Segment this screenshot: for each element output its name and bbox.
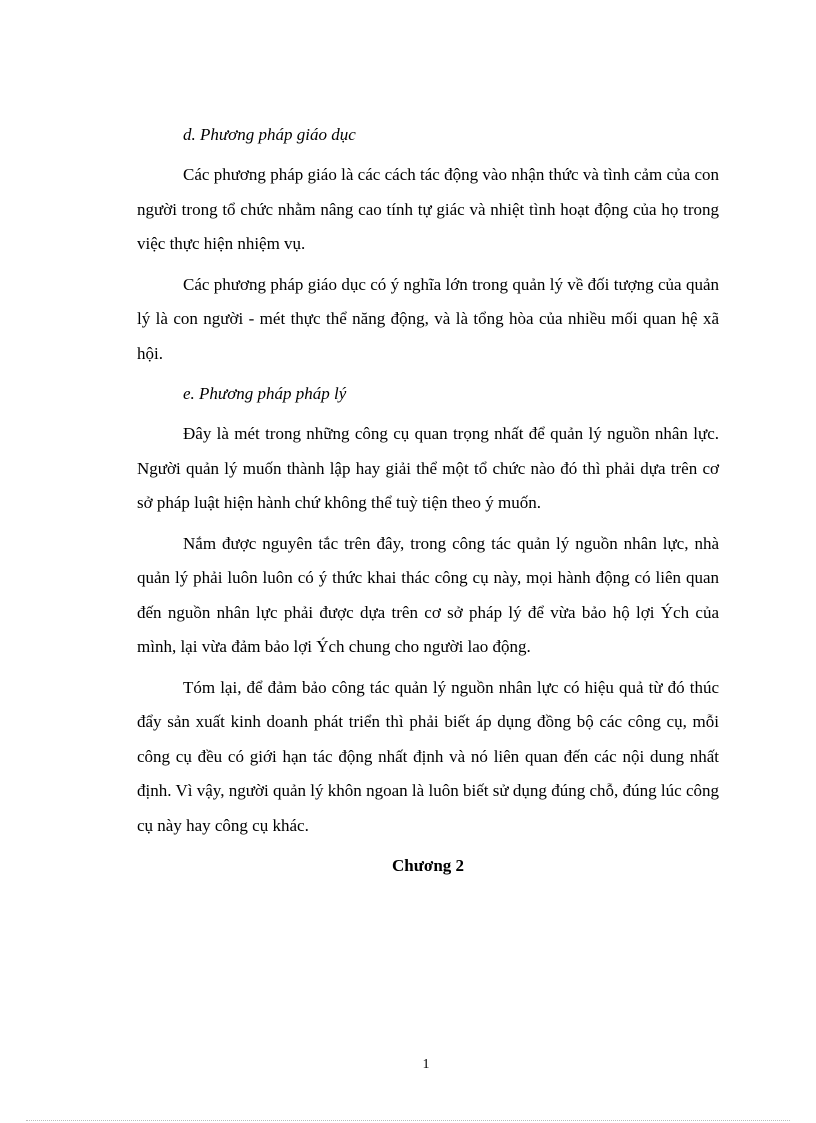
section-heading-e: e. Phương pháp pháp lý bbox=[183, 384, 347, 403]
paragraph-1: Các phương pháp giáo là các cách tác động vào nhận thức và tình cảm của con người trong tổ chức nhằm nâng cao tính tự giác và nhiệt tình hoạt động của họ trong việc thực hiện nhiệm vụ. bbox=[137, 165, 719, 253]
page-content bbox=[137, 118, 719, 883]
paragraph-4: Nắm được nguyên tắc trên đây, trong công tác quản lý nguồn nhân lực, nhà quản lý phải luôn luôn có ý thức khai thác công cụ này, mọi hành động có liên quan đến nguồn nhân lực phải được dựa trên cơ sở pháp lý để vừa bảo hộ lợi Ých của mình, lại vừa đảm bảo lợi Ých chung cho người lao động. bbox=[137, 533, 719, 656]
chapter-title: Chương 2 bbox=[391, 856, 465, 875]
page-bottom-border bbox=[26, 1120, 790, 1121]
paragraph-2: Các phương pháp giáo dục có ý nghĩa lớn trong quản lý về đối tượng của quản lý là con người - mét thực thể năng động, và là tổng hòa của nhiều mối quan hệ xã hội. bbox=[137, 274, 719, 363]
paragraph-5: Tóm lại, để đảm bảo công tác quản lý nguồn nhân lực có hiệu quả từ đó thúc đẩy sản xuất kinh doanh phát triển thì phải biết áp dụng đồng bộ các công cụ, mỗi công cụ đều có giới hạn tác động nhất định và nó liên quan đến các nội dung nhất định. Vì vậy, người quản lý khôn ngoan là luôn biết sử dụng đúng chỗ, đúng lúc công cụ này hay công cụ khác. bbox=[137, 677, 719, 835]
page-number: 1 bbox=[422, 1057, 430, 1072]
section-heading-d: d. Phương pháp giáo dục bbox=[183, 125, 356, 144]
paragraph-3: Đây là mét trong những công cụ quan trọng nhất để quản lý nguồn nhân lực. Người quản lý muốn thành lập hay giải thể một tổ chức nào đó thì phải dựa trên cơ sở pháp luật hiện hành chứ không thể tuỳ tiện theo ý muốn. bbox=[137, 424, 719, 512]
